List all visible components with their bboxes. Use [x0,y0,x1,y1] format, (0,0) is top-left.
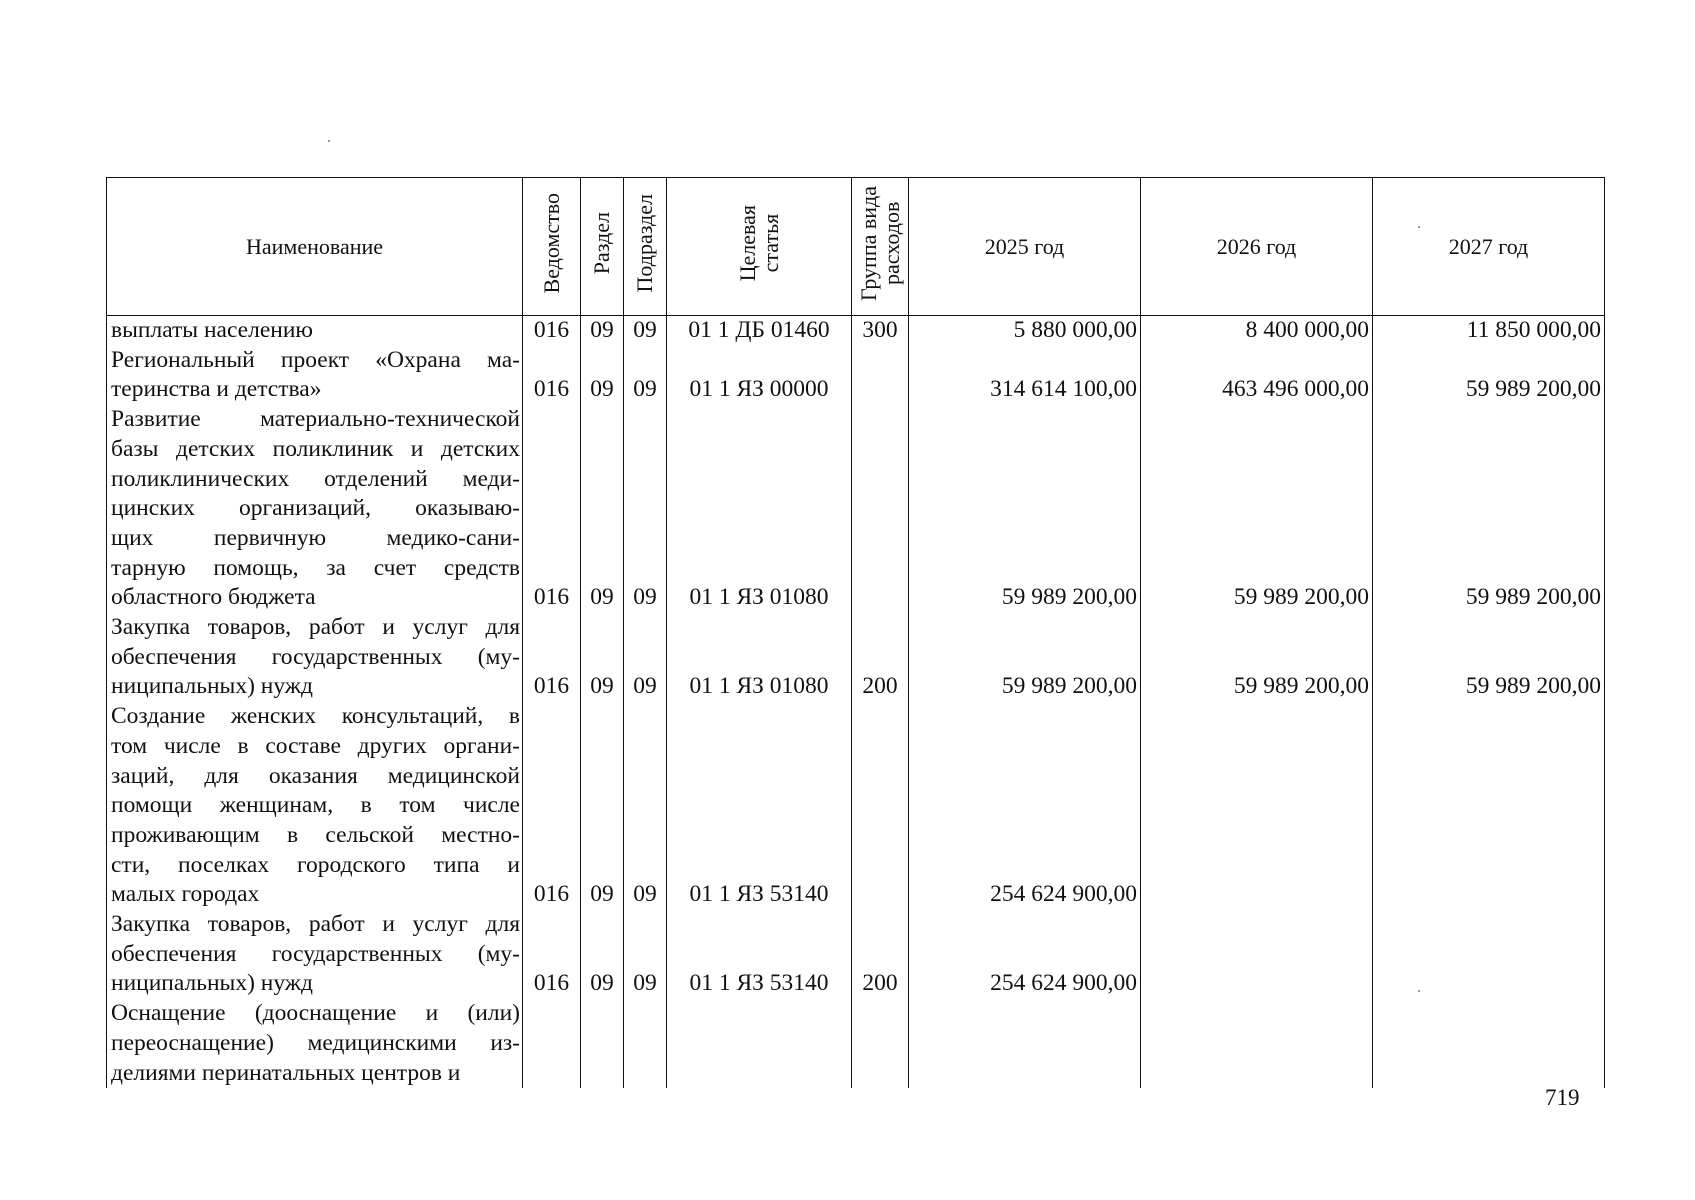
cell-amount-2027: 11 850 000,00 [1373,316,1605,346]
scan-speck [1418,990,1420,992]
cell-department: 016 [523,405,581,613]
name-line: Развитие материально-технической [111,406,520,433]
cell-target-article: 01 1 ЯЗ 01080 [667,613,852,702]
name-line: помощи женщинам, в том числе [111,792,520,819]
cell-amount-2026 [1141,910,1373,999]
table-body [107,316,1605,1089]
name-line: Региональный проект «Охрана ма- [111,346,520,373]
cell-name [107,613,523,702]
cell-department: 016 [523,702,581,910]
name-line: обеспечения государственных (му- [111,643,520,670]
cell-amount-2025: 314 614 100,00 [909,346,1141,405]
cell-amount-2026: 59 989 200,00 [1141,405,1373,613]
table-row [107,613,1605,702]
name-line: обеспечения государственных (му- [111,940,520,967]
cell-expense-group [852,346,909,405]
header-name: Наименование [107,178,523,316]
cell-expense-group [852,702,909,910]
cell-section [581,999,624,1088]
cell-amount-2027: 59 989 200,00 [1373,405,1605,613]
cell-subsection: 09 [624,702,667,910]
cell-amount-2026: 59 989 200,00 [1141,613,1373,702]
name-line: Создание женских консультаций, в [111,703,520,730]
cell-amount-2025: 5 880 000,00 [909,316,1141,346]
name-line: Оснащение (дооснащение и (или) [111,1000,520,1027]
cell-amount-2027 [1373,702,1605,910]
name-line: Закупка товаров, работ и услуг для [111,911,520,938]
header-department: Ведомство [523,178,581,316]
cell-target-article: 01 1 ЯЗ 53140 [667,910,852,999]
table-row [107,405,1605,613]
name-line: выплаты населению [111,317,313,343]
header-target-article: Целевая статья [667,178,852,316]
cell-amount-2026: 8 400 000,00 [1141,316,1373,346]
cell-expense-group: 200 [852,613,909,702]
name-line: тарную помощь, за счет средств [111,554,520,581]
name-line: теринства и детства» [111,376,322,403]
table-row [107,999,1605,1088]
cell-target-article [667,999,852,1088]
header-subsection: Подраздел [624,178,667,316]
cell-amount-2026: 463 496 000,00 [1141,346,1373,405]
cell-amount-2025: 254 624 900,00 [909,910,1141,999]
cell-name [107,702,523,910]
cell-expense-group: 200 [852,910,909,999]
cell-amount-2026 [1141,999,1373,1088]
table-row [107,702,1605,910]
name-line: щих первичную медико-сани- [111,524,520,551]
cell-amount-2027: 59 989 200,00 [1373,346,1605,405]
name-line: том числе в составе других органи- [111,732,520,759]
name-line: проживающим в сельской местно- [111,821,520,848]
cell-subsection: 09 [624,910,667,999]
cell-department: 016 [523,613,581,702]
cell-expense-group [852,405,909,613]
cell-section: 09 [581,346,624,405]
cell-department: 016 [523,346,581,405]
cell-amount-2027 [1373,910,1605,999]
name-line: цинских организаций, оказываю- [111,495,520,522]
cell-department: 016 [523,910,581,999]
budget-table [106,177,1605,1088]
name-line: переоснащение) медицинскими из- [111,1029,520,1056]
cell-name [107,999,523,1088]
cell-expense-group: 300 [852,316,909,346]
cell-name [107,405,523,613]
cell-subsection [624,999,667,1088]
name-line: Закупка товаров, работ и услуг для [111,614,520,641]
header-year-2026: 2026 год [1141,178,1373,316]
cell-target-article: 01 1 ЯЗ 00000 [667,346,852,405]
cell-department: 016 [523,316,581,346]
cell-amount-2025: 59 989 200,00 [909,613,1141,702]
name-line: ниципальных) нужд [111,673,313,700]
cell-expense-group [852,999,909,1088]
cell-section: 09 [581,702,624,910]
page-number: 719 [1545,1085,1580,1110]
name-line: областного бюджета [111,584,316,611]
cell-target-article: 01 1 ЯЗ 01080 [667,405,852,613]
header-year-2025: 2025 год [909,178,1141,316]
cell-amount-2027 [1373,999,1605,1088]
cell-department [523,999,581,1088]
table-header [107,178,1605,316]
cell-amount-2025: 254 624 900,00 [909,702,1141,910]
table-row [107,910,1605,999]
name-line: поликлинических отделений меди- [111,465,520,492]
name-line: малых городах [111,881,260,908]
cell-section: 09 [581,613,624,702]
table-row [107,316,1605,346]
cell-subsection: 09 [624,613,667,702]
cell-amount-2026 [1141,702,1373,910]
scan-speck [1418,226,1420,228]
cell-target-article: 01 1 ЯЗ 53140 [667,702,852,910]
name-line: базы детских поликлиник и детских [111,435,520,462]
cell-amount-2025 [909,999,1141,1088]
cell-amount-2025: 59 989 200,00 [909,405,1141,613]
cell-subsection: 09 [624,405,667,613]
table-row [107,346,1605,405]
cell-target-article: 01 1 ДБ 01460 [667,316,852,346]
scan-speck [328,140,330,142]
name-line: сти, поселках городского типа и [111,851,520,878]
header-year-2027: 2027 год [1373,178,1605,316]
name-line: делиями перинатальных центров и [111,1059,461,1086]
cell-name [107,346,523,405]
name-line: заций, для оказания медицинской [111,762,520,789]
header-section: Раздел [581,178,624,316]
cell-name [107,910,523,999]
header-expense-group: Группа вида расходов [852,178,909,316]
cell-name [107,316,523,346]
cell-section: 09 [581,405,624,613]
cell-section: 09 [581,910,624,999]
cell-section: 09 [581,316,624,346]
cell-subsection: 09 [624,346,667,405]
cell-subsection: 09 [624,316,667,346]
cell-amount-2027: 59 989 200,00 [1373,613,1605,702]
name-line: ниципальных) нужд [111,970,313,997]
